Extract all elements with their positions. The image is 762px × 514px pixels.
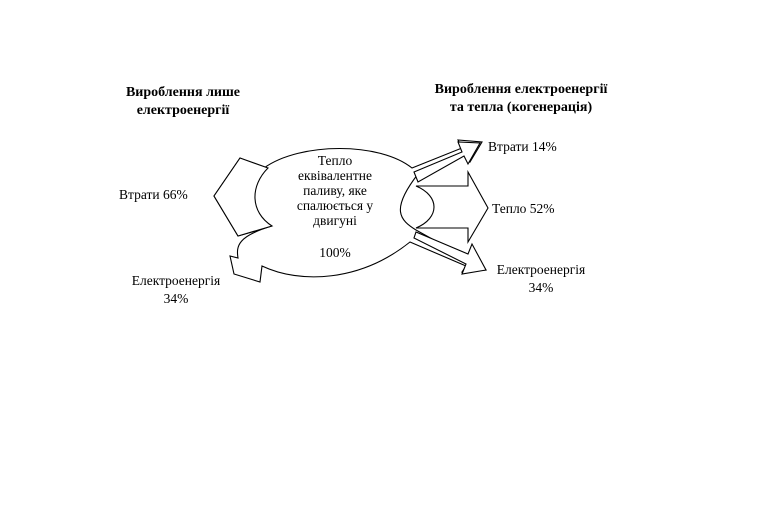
arrow-right-power xyxy=(414,232,486,274)
center-line4: спалюється у xyxy=(296,198,374,213)
right-heat-label: Тепло 52% xyxy=(492,201,555,216)
right-heading-line2: та тепла (когенерація) xyxy=(449,100,593,115)
left-heading-line2: електроенергії xyxy=(136,103,230,118)
center-line3: паливу, яке xyxy=(303,183,367,198)
center-value: 100% xyxy=(319,245,351,260)
right-power-label-line1: Електроенергія xyxy=(496,262,586,277)
left-loss-label: Втрати 66% xyxy=(119,187,188,202)
right-heading-line1: Вироблення електроенергії xyxy=(434,82,608,97)
center-line5: двигуні xyxy=(313,213,357,228)
left-heading xyxy=(108,84,258,120)
right-loss-label: Втрати 14% xyxy=(488,139,557,154)
left-power-label-line1: Електроенергія xyxy=(131,273,221,288)
left-heading-line1: Вироблення лише xyxy=(125,85,241,100)
arrow-right-heat xyxy=(416,172,488,242)
left-power-label xyxy=(118,273,234,307)
center-label xyxy=(268,153,402,228)
right-power-label xyxy=(482,262,600,296)
center-line2: еквівалентне xyxy=(297,168,373,183)
left-power-label-line2: 34% xyxy=(163,291,189,306)
right-heading xyxy=(418,81,624,117)
center-line1: Тепло xyxy=(317,153,353,168)
right-power-label-line2: 34% xyxy=(528,280,554,295)
